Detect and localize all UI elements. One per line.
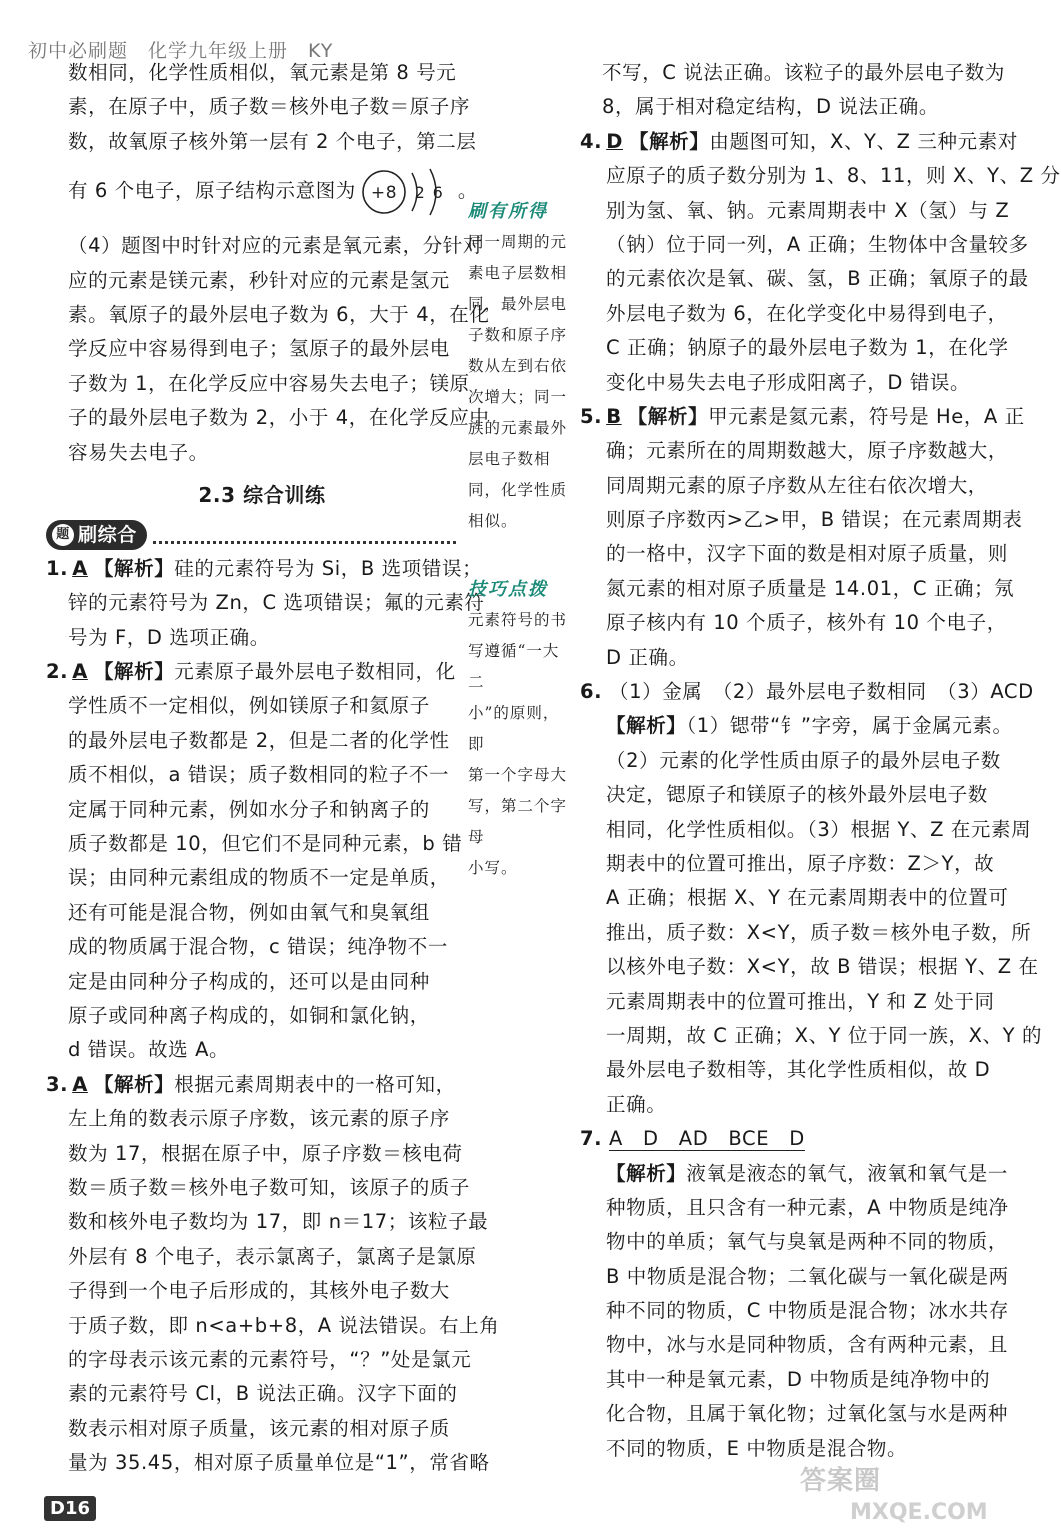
- side-note-line: 次增大；同一: [468, 388, 568, 406]
- question-3: [46, 1068, 500, 1481]
- question-number: 7.: [580, 1127, 603, 1151]
- text-line: 素。氧原子的最外层电子数为 6，大于 4，在化: [68, 302, 490, 326]
- text-line: 数为 17，根据在原子中，原子序数＝核电荷: [68, 1141, 463, 1165]
- question-2: [46, 655, 463, 1068]
- question-first-line: [46, 655, 456, 689]
- text-line: 数和核外电子数均为 17，即 n＝17；该粒子最: [68, 1210, 489, 1234]
- banner-label: 刷综合: [78, 523, 137, 546]
- text-line: 相同，化学性质相似。（3）根据 Y、Z 在元素周: [606, 817, 1032, 841]
- side-note-line: 同一周期的元: [468, 233, 568, 251]
- analysis-tag: 【解析】: [93, 1072, 175, 1096]
- text-line: 锌的元素符号为 Zn，C 选项错误；氟的元素符: [68, 591, 485, 615]
- text-line: 的最外层电子数都是 2，但是二者的化学性: [68, 728, 450, 752]
- text-line: （4）题图中时针对应的元素是氧元素，分针对: [68, 234, 484, 258]
- question-analysis-line: [580, 709, 1013, 743]
- text-line: 化合物，且属于氧化物；过氧化氢与水是两种: [606, 1402, 1009, 1426]
- text-line: 应的元素是镁元素，秒针对应的元素是氢元: [68, 268, 450, 292]
- right-column: [580, 56, 1061, 1466]
- text-line: 同周期元素的原子序数从左往右依次增大，: [606, 473, 988, 497]
- question-first-line: [580, 400, 1025, 434]
- question-number: 5.: [580, 404, 603, 428]
- text-line: 外层电子数为 6，在化学变化中易得到电子，: [606, 301, 1008, 325]
- analysis-tag: 【解析】: [606, 1161, 687, 1185]
- text-line: 素的元素符号 Cl，B 说法正确。汉字下面的: [68, 1382, 458, 1406]
- text-line: 号为 F，D 选项正确。: [68, 625, 270, 649]
- analysis-tag: 【解析】: [627, 404, 709, 428]
- text-line: 的字母表示该元素的元素符号，“？”处是氯元: [68, 1347, 472, 1371]
- side-note-line: 数从左到右依: [468, 357, 568, 375]
- text-line: 外层有 8 个电子，表示氯离子，氯离子是氯原: [68, 1244, 477, 1268]
- text-line-part: 有 6 个电子，原子结构示意图为: [68, 179, 356, 203]
- text-line: 于质子数，即 n<a+b+8，A 说法错误。右上角: [68, 1313, 500, 1337]
- side-note-line: 小写。: [468, 859, 518, 877]
- text-line: 元素周期表中的位置可推出，Y 和 Z 处于同: [606, 989, 995, 1013]
- text-line: 别为氢、氧、钠。元素周期表中 X（氢）与 Z: [606, 198, 1010, 222]
- text-line: 物中，冰与水是同种物质，含有两种元素，且: [606, 1333, 1009, 1357]
- text-line: 决定，锶原子和镁原子的核外最外层电子数: [606, 783, 988, 807]
- text-line: 根据元素周期表中的一格可知，: [174, 1072, 456, 1096]
- text-line: 数表示相对原子质量，该元素的相对原子质: [68, 1416, 450, 1440]
- question-5: [580, 400, 1025, 675]
- paragraph-4: [68, 229, 490, 470]
- text-line: 种不同的物质，C 中物质是混合物；冰水共存: [606, 1299, 1009, 1323]
- text-line: A 正确；根据 X、Y 在元素周期表中的位置可: [606, 886, 1009, 910]
- watermark-logo: 答案圈: [800, 1466, 882, 1496]
- question-number: 3.: [46, 1072, 69, 1096]
- section-banner: [46, 518, 456, 552]
- question-1: [46, 552, 485, 655]
- text-line: 左上角的数表示原子序数，该元素的原子序: [68, 1107, 450, 1131]
- text-line: 素，在原子中，质子数＝核外电子数＝原子序: [68, 95, 471, 119]
- answer: A: [72, 1072, 88, 1096]
- side-note-line: 族的元素最外: [468, 419, 568, 437]
- text-line: 种物质，且只含有一种元素，A 中物质是纯净: [606, 1195, 1009, 1219]
- side-note-line: 同，化学性质: [468, 481, 568, 499]
- question-7: [580, 1122, 1009, 1466]
- dotted-rule: [153, 525, 456, 544]
- text-line: 最外层电子数相等，其化学性质相似，故 D: [606, 1058, 991, 1082]
- text-line: 子的最外层电子数为 2，小于 4，在化学反应中: [68, 406, 490, 430]
- text-line: 子数为 1，在化学反应中容易失去电子；镁原: [68, 371, 470, 395]
- text-line: 的元素依次是氧、碳、氢，B 正确；氧原子的最: [606, 267, 1029, 291]
- question-first-line: [46, 552, 483, 586]
- text-line: 变化中易失去电子形成阳离子，D 错误。: [606, 370, 971, 394]
- text-line: B 中物质是混合物；二氧化碳与一氧化碳是两: [606, 1264, 1009, 1288]
- text-line: 数相同，化学性质相似，氧元素是第 8 号元: [68, 61, 457, 84]
- text-line: 学性质不一定相似，例如镁原子和氦原子: [68, 694, 430, 718]
- banner-icon: 题: [52, 524, 74, 546]
- question-6: [580, 675, 1043, 1122]
- text-line: 确；元素所在的周期数越大，原子序数越大，: [606, 439, 1009, 463]
- section-title: 2.3 综合训练: [198, 482, 326, 507]
- side-note-line: 层电子数相: [468, 450, 551, 468]
- text-line: 的一格中，汉字下面的数是相对原子质量，则: [606, 542, 1009, 566]
- side-note-line: 写遵循“一大二: [468, 642, 560, 691]
- oxygen-atom-structure-diagram: [358, 167, 458, 217]
- text-line: 其中一种是氧元素，D 中物质是纯净物中的: [606, 1367, 991, 1391]
- side-note-takeaway: [468, 196, 572, 537]
- text-line: d 错误。故选 A。: [68, 1038, 230, 1062]
- side-note-line: 写，第二个字母: [468, 797, 568, 846]
- text-line: 液氧是液态的氧气，液氧和氧气是一: [686, 1161, 1009, 1185]
- side-note-line: 相似。: [468, 512, 518, 530]
- text-line: 数＝质子数＝核外电子数可知，该原子的质子: [68, 1175, 471, 1199]
- text-line: 子得到一个电子后形成的，其核外电子数大: [68, 1279, 450, 1303]
- text-line: 甲元素是氦元素，符号是 He，A 正: [708, 404, 1025, 428]
- text-line: 成的物质属于混合物，c 错误；纯净物不一: [68, 935, 448, 959]
- side-note-line: 素电子层数相: [468, 264, 568, 282]
- text-line: 误；由同种元素组成的物质不一定是单质，: [68, 866, 450, 890]
- text-line: 学反应中容易得到电子；氢原子的最外层电: [68, 337, 450, 361]
- page-number: D16: [44, 1496, 96, 1521]
- text-line: （钠）位于同一列，A 正确；生物体中含量较多: [606, 232, 1029, 256]
- text-line: 由题图可知，X、Y、Z 三种元素对: [709, 129, 1018, 153]
- text-line: 正确。: [606, 1092, 667, 1116]
- text-line: 氮元素的相对原子质量是 14.01，C 正确；氖: [606, 576, 1015, 600]
- question-number: 4.: [580, 129, 603, 153]
- shell2-electrons: 6: [432, 182, 444, 202]
- side-note-line: 第一个字母大: [468, 766, 568, 784]
- text-line: 推出，质子数：X<Y，质子数＝核外电子数，所: [606, 920, 1032, 944]
- analysis-tag: 【解析】: [93, 660, 175, 684]
- text-line: 则原子序数丙>乙>甲，B 错误；在元素周期表: [606, 508, 1023, 532]
- text-line: 物中的单质；氧气与臭氧是两种不同的物质，: [606, 1230, 1009, 1254]
- side-note-title: 刷有所得: [468, 201, 548, 222]
- text-line: 应原子的质子数分别为 1、8、11，则 X、Y、Z 分: [606, 164, 1061, 188]
- question-number: 6.: [580, 680, 603, 704]
- banner-pill: [46, 520, 147, 550]
- text-line: 期表中的位置可推出，原子序数：Z＞Y，故: [606, 851, 995, 875]
- text-line: 量为 35.45，相对原子质量单位是“1”，常省略: [68, 1451, 490, 1475]
- text-line: 数，故氧原子核外第一层有 2 个电子，第二层: [68, 129, 477, 153]
- text-line: 容易失去电子。: [68, 440, 209, 464]
- text-line: 以核外电子数：X<Y，故 B 错误；根据 Y、Z 在: [606, 955, 1039, 979]
- page-header: 初中必刷题 化学九年级上册 KY: [28, 40, 334, 62]
- text-line: 定是由同种分子构成的，还可以是由同种: [68, 969, 430, 993]
- text-line: 还有可能是混合物，例如由氧气和臭氧组: [68, 900, 430, 924]
- question-first-line: [46, 1068, 456, 1102]
- question-analysis-line: [580, 1157, 1009, 1191]
- atom-svg: [358, 167, 458, 217]
- analysis-tag: 【解析】: [628, 129, 710, 153]
- text-line: （1）锶带“钅”字旁，属于金属元素。: [686, 714, 1013, 738]
- question-4: [580, 125, 1061, 400]
- question-first-line: [580, 1122, 990, 1156]
- text-line: 有 6 个电子，原子结构示意图为 +8 2 6 。: [68, 159, 456, 223]
- text-line: 元素原子最外层电子数相同，化: [174, 660, 456, 684]
- answer: B: [606, 404, 622, 428]
- text-line: 质不相似，a 错误；质子数相同的粒子不一: [68, 763, 450, 787]
- text-line: 质子数都是 10，但它们不是同种元素，b 错: [68, 832, 463, 856]
- text-line: 原子或同种离子构成的，如铜和氯化钠，: [68, 1003, 430, 1027]
- answer: A D AD BCE D: [609, 1127, 805, 1151]
- analysis-tag: 【解析】: [93, 556, 175, 580]
- watermark-url: MXQE.COM: [850, 1500, 988, 1525]
- answer: A: [72, 660, 88, 684]
- question-first-line: [580, 125, 1018, 159]
- text-line: 一周期，故 C 正确；X、Y 位于同一族，X、Y 的: [606, 1023, 1043, 1047]
- side-note-line: 元素符号的书: [468, 611, 568, 629]
- nucleus-charge: +8: [370, 182, 398, 203]
- shell1-electrons: 2: [414, 182, 426, 202]
- text-line: （2）元素的化学性质由原子的最外层电子数: [606, 748, 1001, 772]
- text-line: 不同的物质，E 中物质是混合物。: [606, 1436, 908, 1460]
- answer: A: [72, 556, 88, 580]
- side-note-title: 技巧点拨: [468, 579, 548, 600]
- analysis-tag: 【解析】: [606, 714, 687, 738]
- side-note-line: 小”的原则，即: [468, 704, 560, 753]
- question-number: 1.: [46, 556, 69, 580]
- text-line: 不写，C 说法正确。该粒子的最外层电子数为: [602, 61, 1005, 84]
- side-note-line: 同，最外层电: [468, 295, 568, 313]
- side-note-tips: [468, 574, 572, 884]
- answer: D: [606, 129, 623, 153]
- text-line: C 正确；钠原子的最外层电子数为 1，在化学: [606, 336, 1009, 360]
- question-first-line: [580, 675, 1034, 709]
- answer: （1）金属 （2）最外层电子数相同 （3）ACD: [609, 680, 1034, 704]
- text-line: D 正确。: [606, 645, 689, 669]
- question-number: 2.: [46, 660, 69, 684]
- text-line: 原子核内有 10 个质子，核外有 10 个电子，: [606, 611, 1007, 635]
- text-line: 硅的元素符号为 Si，B 选项错误；: [174, 556, 483, 580]
- text-line: 定属于同种元素，例如水分子和钠离子的: [68, 797, 430, 821]
- text-line: 8，属于相对稳定结构，D 说法正确。: [602, 95, 939, 119]
- side-note-line: 子数和原子序: [468, 326, 568, 344]
